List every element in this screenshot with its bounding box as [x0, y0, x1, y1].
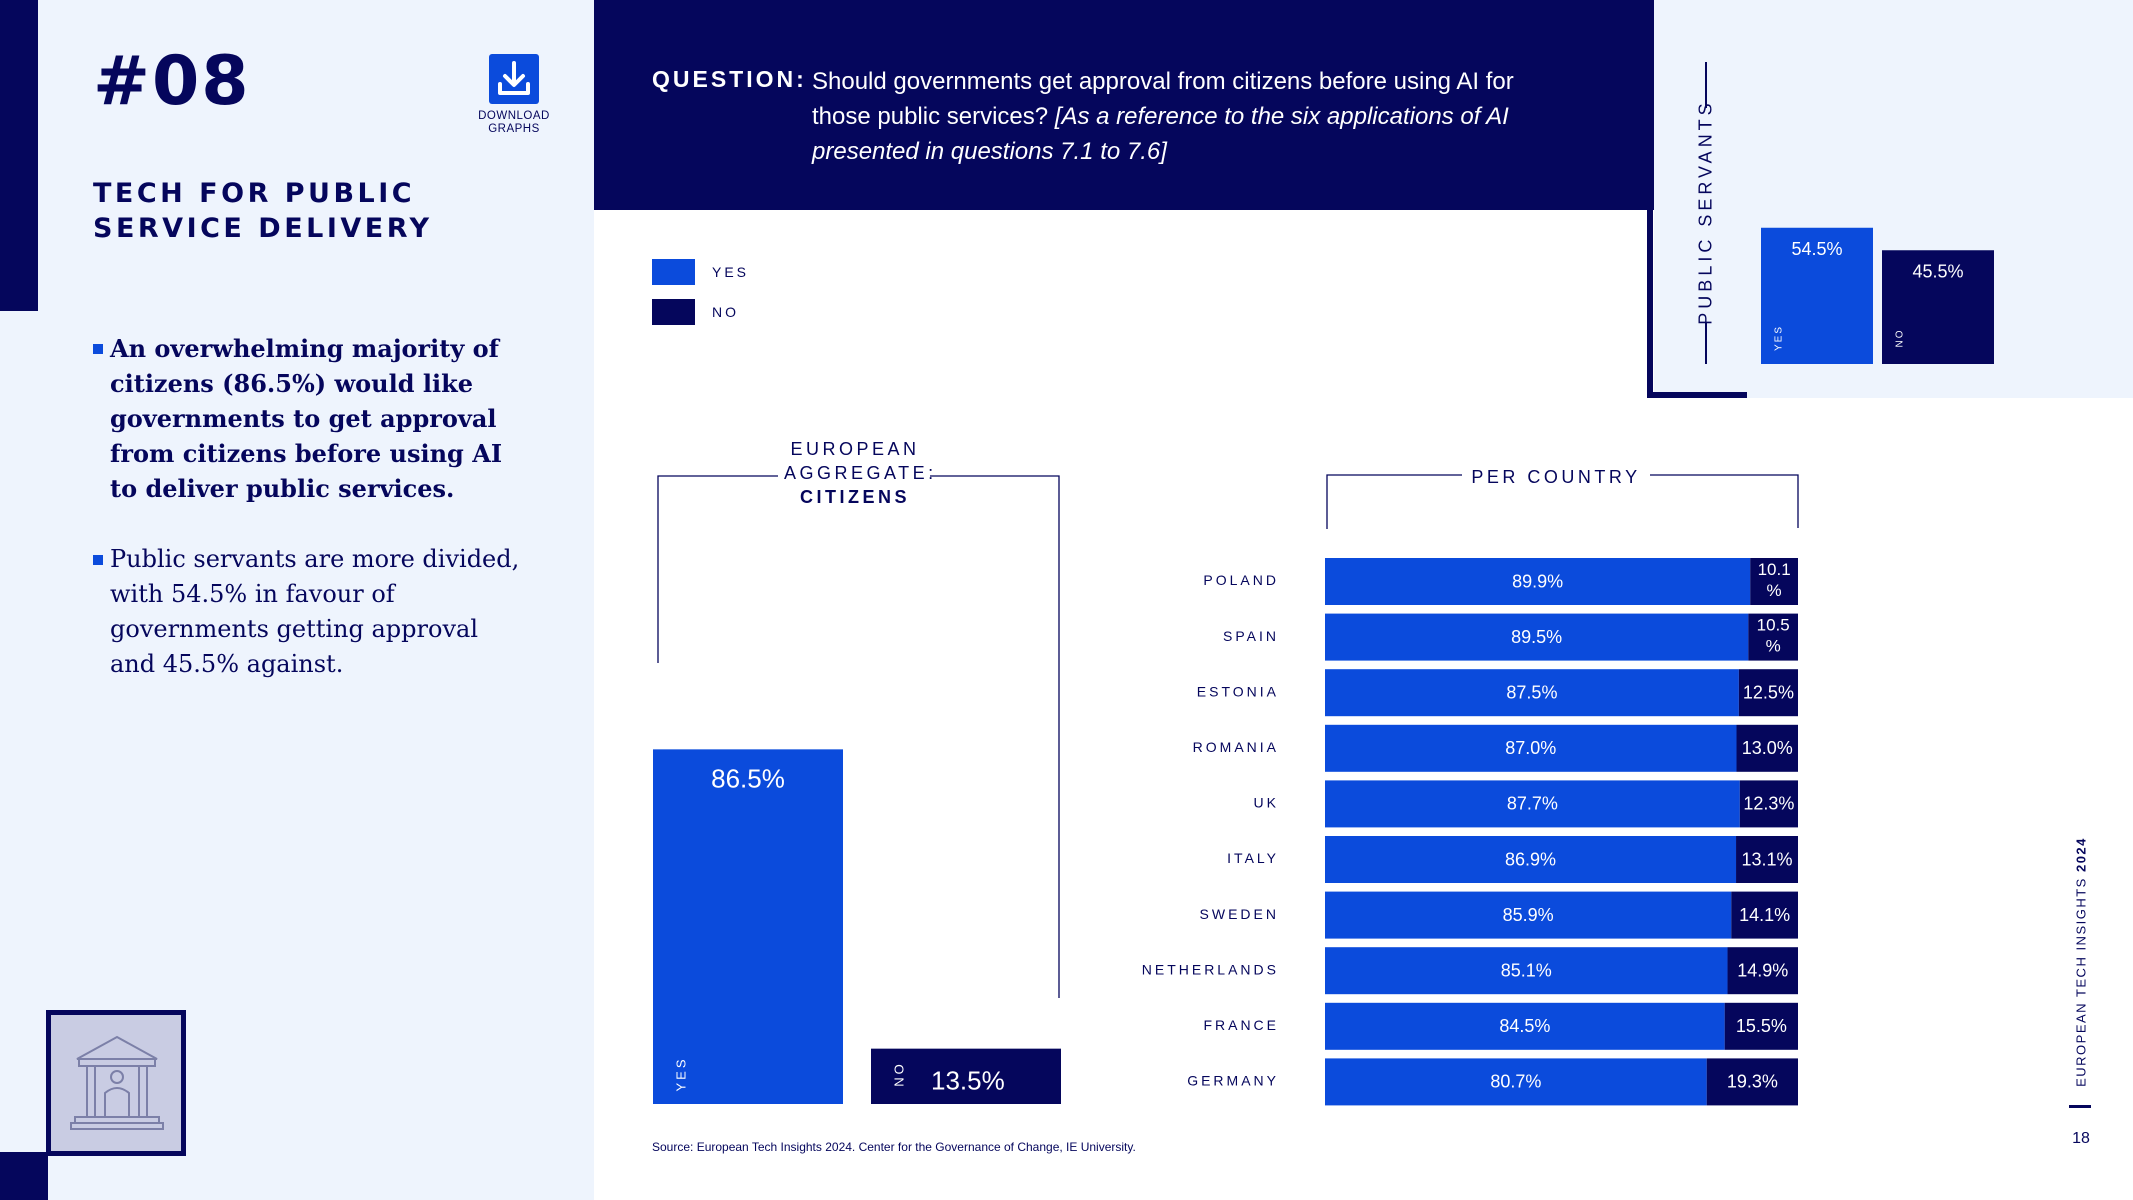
per-country-title: PER COUNTRY: [1464, 465, 1648, 489]
country-label: SPAIN: [1223, 627, 1279, 644]
footer-report-name: EUROPEAN TECH INSIGHTS: [2073, 877, 2089, 1087]
download-graphs-label[interactable]: DOWNLOAD GRAPHS: [478, 110, 550, 135]
page-number: 18: [2072, 1130, 2090, 1147]
country-no-value: 13.0%: [1741, 738, 1793, 759]
country-label: NETHERLANDS: [1141, 961, 1279, 978]
footer-label: [2074, 837, 2089, 1087]
country-no-value: 10.5 %: [1756, 615, 1790, 656]
country-label: FRANCE: [1203, 1017, 1279, 1034]
public-servants-category-label: YES: [1773, 324, 1785, 352]
country-label: ROMANIA: [1192, 739, 1279, 756]
country-label: SWEDEN: [1199, 905, 1279, 922]
question-label: QUESTION:: [652, 66, 807, 92]
bullet-text: Public servants are more divided, with 54.5% in favour of governments getting approval and 45.5% against.: [110, 545, 520, 678]
question-note: [As a reference to the six applications of AI presented in questions 7.1 to 7.6]: [812, 103, 1509, 165]
country-label: POLAND: [1203, 572, 1279, 589]
footer-year: 2024: [2073, 837, 2089, 873]
country-no-value: 15.5%: [1735, 1016, 1787, 1037]
european-aggregate-title-text: EUROPEAN AGGREGATE:: [784, 439, 937, 483]
question-main: Should governments get approval from citizens before using AI for those public services?: [812, 68, 1514, 130]
country-yes-value: 84.5%: [1499, 1016, 1551, 1037]
aggregate-value-label: 86.5%: [711, 763, 785, 794]
country-no-value: 10.1 %: [1757, 560, 1791, 600]
public-servants-value-label: 54.5%: [1791, 238, 1843, 259]
legend-label-yes: YES: [712, 264, 750, 280]
country-no-value: 14.9%: [1737, 960, 1789, 981]
public-servants-category-label: NO: [1894, 328, 1906, 348]
country-no-value: 12.3%: [1743, 793, 1795, 814]
country-yes-value: 85.1%: [1500, 960, 1552, 981]
aggregate-bar-yes: [653, 749, 843, 1104]
public-servants-value-label: 45.5%: [1912, 261, 1964, 282]
country-no-value: 13.1%: [1741, 849, 1793, 870]
source-note: Source: European Tech Insights 2024. Center for the Governance of Change, IE University.: [652, 1140, 1136, 1154]
european-aggregate-subtitle: CITIZENS: [799, 487, 910, 507]
country-yes-value: 87.5%: [1506, 682, 1558, 703]
european-aggregate-title: [780, 437, 937, 509]
section-title: TECH FOR PUBLIC SERVICE DELIVERY: [93, 178, 433, 244]
footer-rule: [2069, 1105, 2091, 1108]
country-yes-value: 85.9%: [1502, 904, 1554, 925]
aggregate-category-label: NO: [891, 1061, 907, 1087]
aggregate-category-label: YES: [673, 1056, 689, 1092]
country-label: ITALY: [1227, 850, 1279, 867]
country-label: ESTONIA: [1196, 683, 1279, 700]
country-no-value: 14.1%: [1739, 904, 1791, 925]
country-yes-value: 87.0%: [1505, 738, 1557, 759]
country-label: UK: [1253, 794, 1279, 811]
country-yes-value: 89.9%: [1512, 571, 1564, 592]
country-yes-value: 80.7%: [1490, 1071, 1542, 1092]
aggregate-value-label: 13.5%: [931, 1065, 1005, 1096]
public-servants-chart: [1740, 90, 2000, 380]
country-yes-value: 89.5%: [1511, 626, 1563, 647]
country-no-value: 12.5%: [1742, 682, 1794, 703]
bullet-text: An overwhelming majority of citizens (86.5%) would like governments to get approval from citizens before using AI to deliver public services.: [110, 334, 503, 503]
label-rule: [1705, 322, 1707, 364]
panel-frame: [1647, 392, 1747, 398]
public-servants-label: PUBLIC SERVANTS: [1695, 99, 1716, 325]
country-yes-value: 86.9%: [1504, 849, 1557, 870]
legend-label-no: NO: [712, 304, 739, 320]
country-label: GERMANY: [1187, 1072, 1279, 1089]
section-number: #08: [93, 42, 251, 121]
country-yes-value: 87.7%: [1506, 793, 1558, 814]
country-no-value: 19.3%: [1726, 1071, 1778, 1092]
